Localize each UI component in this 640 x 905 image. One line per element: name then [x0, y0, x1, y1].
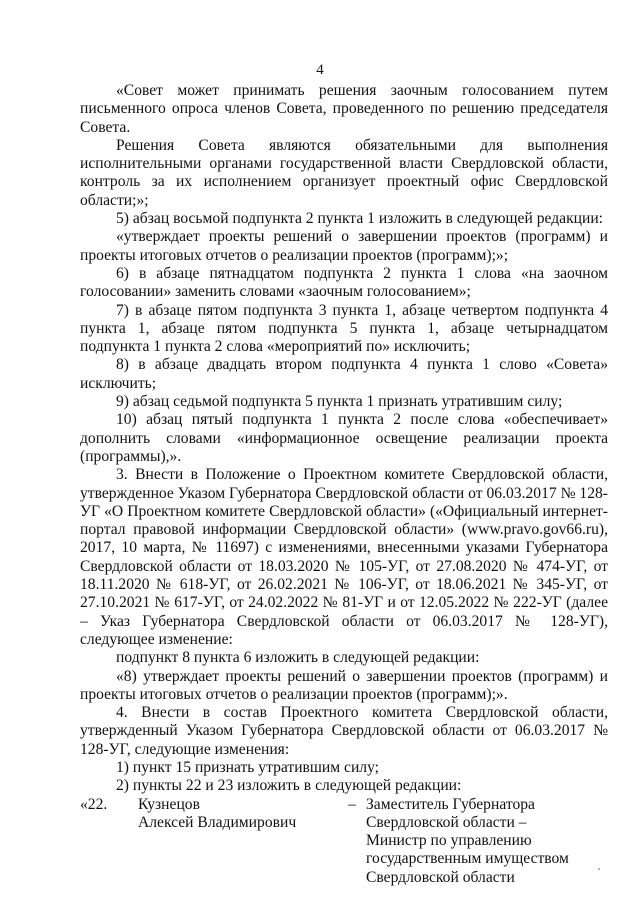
paragraph: 10) абзац пятый подпункта 1 пункта 2 после слова «обеспечивает» дополнить словами «информационное освещение реализации проекта (программы),». [80, 411, 608, 465]
paragraph: 7) в абзаце пятом подпункта 3 пункта 1, абзаце четвертом подпункта 4 пункта 1, абзаце пятом подпункта 5 пункта 1, абзаце четырнадцатом подпункта 1 пункта 2 слова «мероприятий по» исключить; [80, 301, 608, 356]
roster-member-position: Заместитель Губернатора Свердловской области – Министр по управлению государственным имуществом Свердловской области [366, 795, 569, 886]
paragraph: «утверждает проекты решений о завершении проектов (программ) и проекты итоговых отчетов о реализации проектов (программ);»; [80, 228, 608, 264]
paragraph: 8) в абзаце двадцать втором подпункта 4 пункта 1 слово «Совета» исключить; [80, 356, 608, 392]
paragraph: 4. Внести в состав Проектного комитета Свердловской области, утвержденный Указом Губернатора Свердловской области от 06.03.2017 № 128-УГ, следующие изменения: [80, 704, 608, 758]
committee-roster-entry [80, 796, 608, 887]
roster-number: «22. [80, 795, 108, 813]
paragraph: 2) пункты 22 и 23 изложить в следующей редакции: [116, 777, 462, 795]
paragraph: 1) пункт 15 признать утратившим силу; [116, 758, 380, 776]
paragraph: «Совет может принимать решения заочным голосованием путем письменного опроса членов Совета, проведенного по решению председателя Совета. [80, 82, 608, 136]
paragraph: 6) в абзаце пятнадцатом подпункта 2 пункта 1 слова «на заочном голосовании» заменить словами «заочным голосованием»; [80, 264, 608, 301]
paragraph: 3. Внести в Положение о Проектном комитете Свердловской области, утвержденное Указом Губернатора Свердловской области от 06.03.2017 № 128-УГ «О Проектном комитете Свердловской области» («Официальный интернет-портал правовой информации Свердловской области» (www.pravo.gov66.ru), 2017, 10 марта, № 11697) с изменениями, внесенными указами Губернатора Свердловской области от 18.03.2020 № 105-УГ, от 27.08.2020 № 474-УГ, от 18.11.2020 № 618-УГ, от 26.02.2021 № 106-УГ, от 18.06.2021 № 345-УГ, от 27.10.2021 № 617-УГ, от 24.02.2022 № 81-УГ и от 12.05.2022 № 222-УГ (далее – Указ Губернатора Свердловской области от 06.03.2017 № 128-УГ), следующее изменение: [80, 466, 608, 648]
scan-speck [598, 868, 600, 870]
paragraph: подпункт 8 пункта 6 изложить в следующей редакции: [116, 649, 480, 667]
roster-dash: – [348, 795, 356, 813]
paragraph: 5) абзац восьмой подпункта 2 пункта 1 изложить в следующей редакции: [116, 210, 604, 228]
document-body [80, 82, 608, 887]
paragraph: Решения Совета являются обязательными для выполнения исполнительными органами государственной власти Свердловской области, контроль за их исполнением организует проектный офис Свердловской области;»; [80, 136, 608, 209]
paragraph: «8) утверждает проекты решений о завершении проектов (программ) и проекты итоговых отчетов о реализации проектов (программ);». [80, 667, 608, 703]
roster-member-name: Кузнецов Алексей Владимирович [138, 795, 297, 831]
page-number: 4 [316, 62, 324, 78]
paragraph: 9) абзац седьмой подпункта 5 пункта 1 признать утратившим силу; [116, 393, 563, 411]
